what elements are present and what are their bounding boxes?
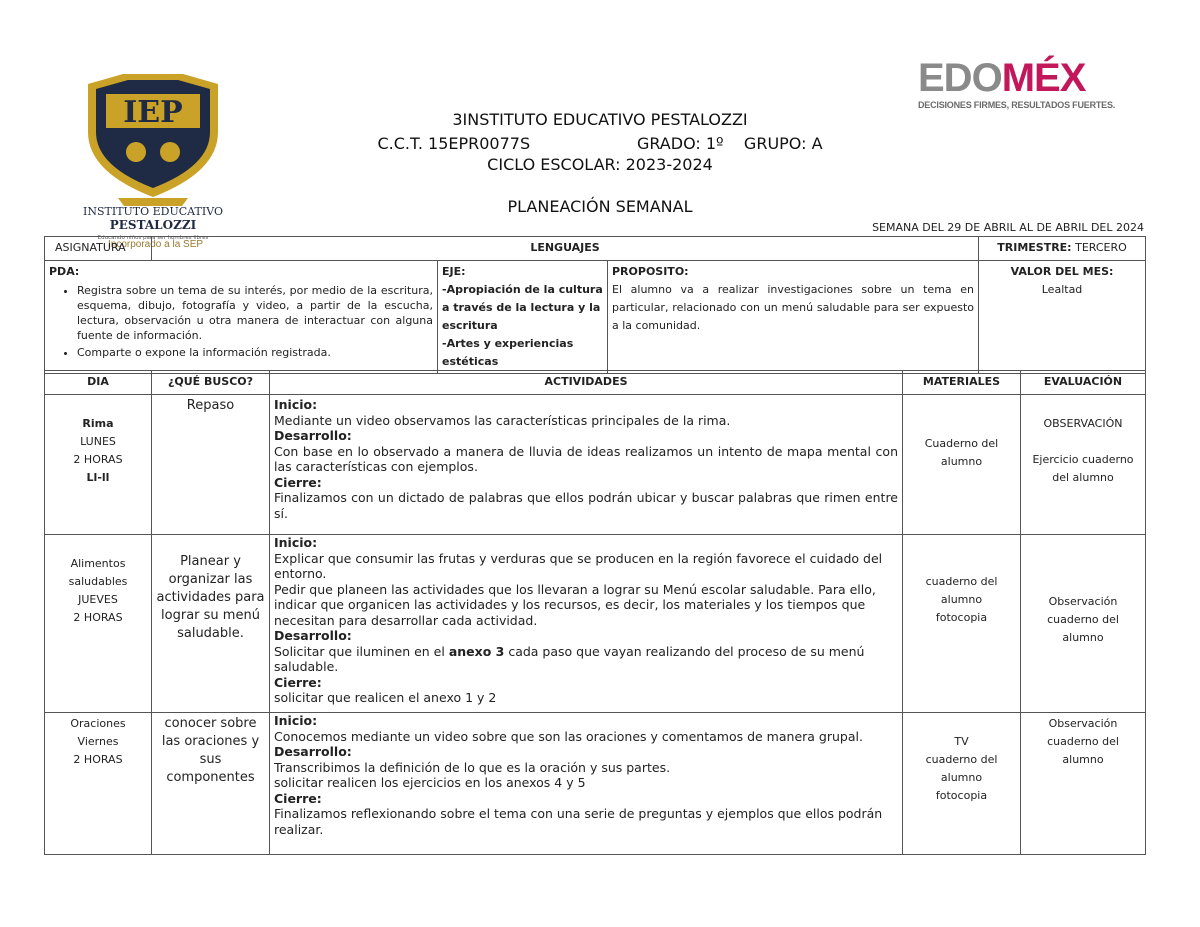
- edomex-logo: EDOMÉX DECISIONES FIRMES, RESULTADOS FUERTES.: [918, 56, 1116, 110]
- col-header-actividades: ACTIVIDADES: [270, 371, 903, 395]
- evaluacion-cell: OBSERVACIÓN Ejercicio cuaderno del alumno: [1021, 395, 1146, 535]
- pda-cell: PDA: • Registra sobre un tema de su interés, por medio de la escritura, esquema, dibujo, fotografía y video, a partir de la escucha, lectura, observación u otra manera de interactuar con alguna fuente de información. • Comparte o expone la información registrada.: [45, 261, 438, 374]
- table-row: [45, 395, 1146, 535]
- eje-cell: EJE: -Apropiación de la cultura a través de la lectura y la escritura -Artes y experiencias estéticas: [438, 261, 608, 374]
- info-table: [44, 236, 1146, 374]
- col-header-evaluacion: EVALUACIÓN: [1021, 371, 1146, 395]
- actividades-cell: Inicio: Conocemos mediante un video sobre que son las oraciones y comentamos de manera grupal. Desarrollo: Transcribimos la definición de lo que es la oración y sus partes. solicitar realicen los ejercicios en los anexos 4 y 5 Cierre: Finalizamos reflexionando sobre el tema con una serie de preguntas y ejemplos que ellos podrán realizar.: [270, 713, 903, 855]
- page-title: PLANEACIÓN SEMANAL: [507, 197, 693, 216]
- asignatura-value: LENGUAJES: [152, 237, 979, 261]
- proposito-cell: PROPOSITO: El alumno va a realizar investigaciones sobre un tema en particular, relacionado con un menú saludable para ser expuesto a la comunidad.: [608, 261, 979, 374]
- pda-item: • Registra sobre un tema de su interés, por medio de la escritura, esquema, dibujo, fotografía y video, a partir de la escucha, lectura, observación u otra manera de interactuar con alguna fuente de información.: [77, 283, 433, 343]
- materiales-cell: Cuaderno del alumno: [903, 395, 1021, 535]
- materiales-cell: TV cuaderno del alumno fotocopia: [903, 713, 1021, 855]
- logo-incorporation-text: Incorporado a la SEP: [108, 239, 204, 250]
- table-row: [45, 713, 1146, 855]
- svg-text:INSTITUTO EDUCATIVO: INSTITUTO EDUCATIVO: [83, 205, 223, 218]
- dia-cell: Alimentos saludables JUEVES 2 HORAS: [45, 535, 152, 713]
- dia-cell: Oraciones Viernes 2 HORAS: [45, 713, 152, 855]
- actividades-cell: Inicio: Explicar que consumir las frutas y verduras que se producen en la región favorece el cuidado del entorno. Pedir que planeen las actividades que los llevaran a lograr su Menú escolar saludable. Para ello, indicar que organicen las actividades y los recursos, es decir, los materiales y los tiempos que necesitan para desarrollar cada actividad. Desarrollo: Solicitar que iluminen en el anexo 3 cada paso que vayan realizando del proceso de su menú saludable. Cierre: solicitar que realicen el anexo 1 y 2: [270, 535, 903, 713]
- evaluacion-cell: Observación cuaderno del alumno: [1021, 535, 1146, 713]
- materiales-cell: cuaderno del alumno fotocopia: [903, 535, 1021, 713]
- col-header-dia: DIA: [45, 371, 152, 395]
- busco-cell: conocer sobre las oraciones y sus componentes: [152, 713, 270, 855]
- evaluacion-cell: Observación cuaderno del alumno: [1021, 713, 1146, 855]
- valor-cell: VALOR DEL MES: Lealtad: [979, 261, 1146, 374]
- cct-line: C.C.T. 15EPR0077S GRADO: 1º GRUPO: A: [377, 134, 823, 153]
- busco-cell: Repaso: [152, 395, 270, 535]
- col-header-busco: ¿QUÉ BUSCO?: [152, 371, 270, 395]
- pda-item: • Comparte o expone la información registrada.: [77, 345, 433, 360]
- table-row: [45, 535, 1146, 713]
- ciclo-escolar: CICLO ESCOLAR: 2023-2024: [487, 155, 713, 174]
- svg-text:IEP: IEP: [123, 95, 183, 130]
- dia-cell: Rima LUNES 2 HORAS Ll-ll: [45, 395, 152, 535]
- planning-table: [44, 370, 1146, 855]
- svg-text:Educando niños para ser hombre: Educando niños para ser hombres libres: [97, 235, 209, 241]
- school-name: 3INSTITUTO EDUCATIVO PESTALOZZI: [452, 110, 748, 129]
- trimestre-cell: TRIMESTRE: TERCERO: [979, 237, 1146, 261]
- svg-text:PESTALOZZI: PESTALOZZI: [109, 218, 197, 232]
- table-header-row: [45, 371, 1146, 395]
- asignatura-label: ASIGNATURA: [45, 237, 152, 261]
- col-header-materiales: MATERIALES: [903, 371, 1021, 395]
- actividades-cell: Inicio: Mediante un video observamos las características principales de la rima. Desarrollo: Con base en lo observado a manera de lluvia de ideas realizamos un intento de mapa mental con las características con ejemplos. Cierre: Finalizamos con un dictado de palabras que ellos podrán ubicar y buscar palabras que rimen entre sí.: [270, 395, 903, 535]
- semana-line: SEMANA DEL 29 DE ABRIL AL DE ABRIL DEL 2024: [872, 221, 1144, 234]
- busco-cell: Planear y organizar las actividades para lograr su menú saludable.: [152, 535, 270, 713]
